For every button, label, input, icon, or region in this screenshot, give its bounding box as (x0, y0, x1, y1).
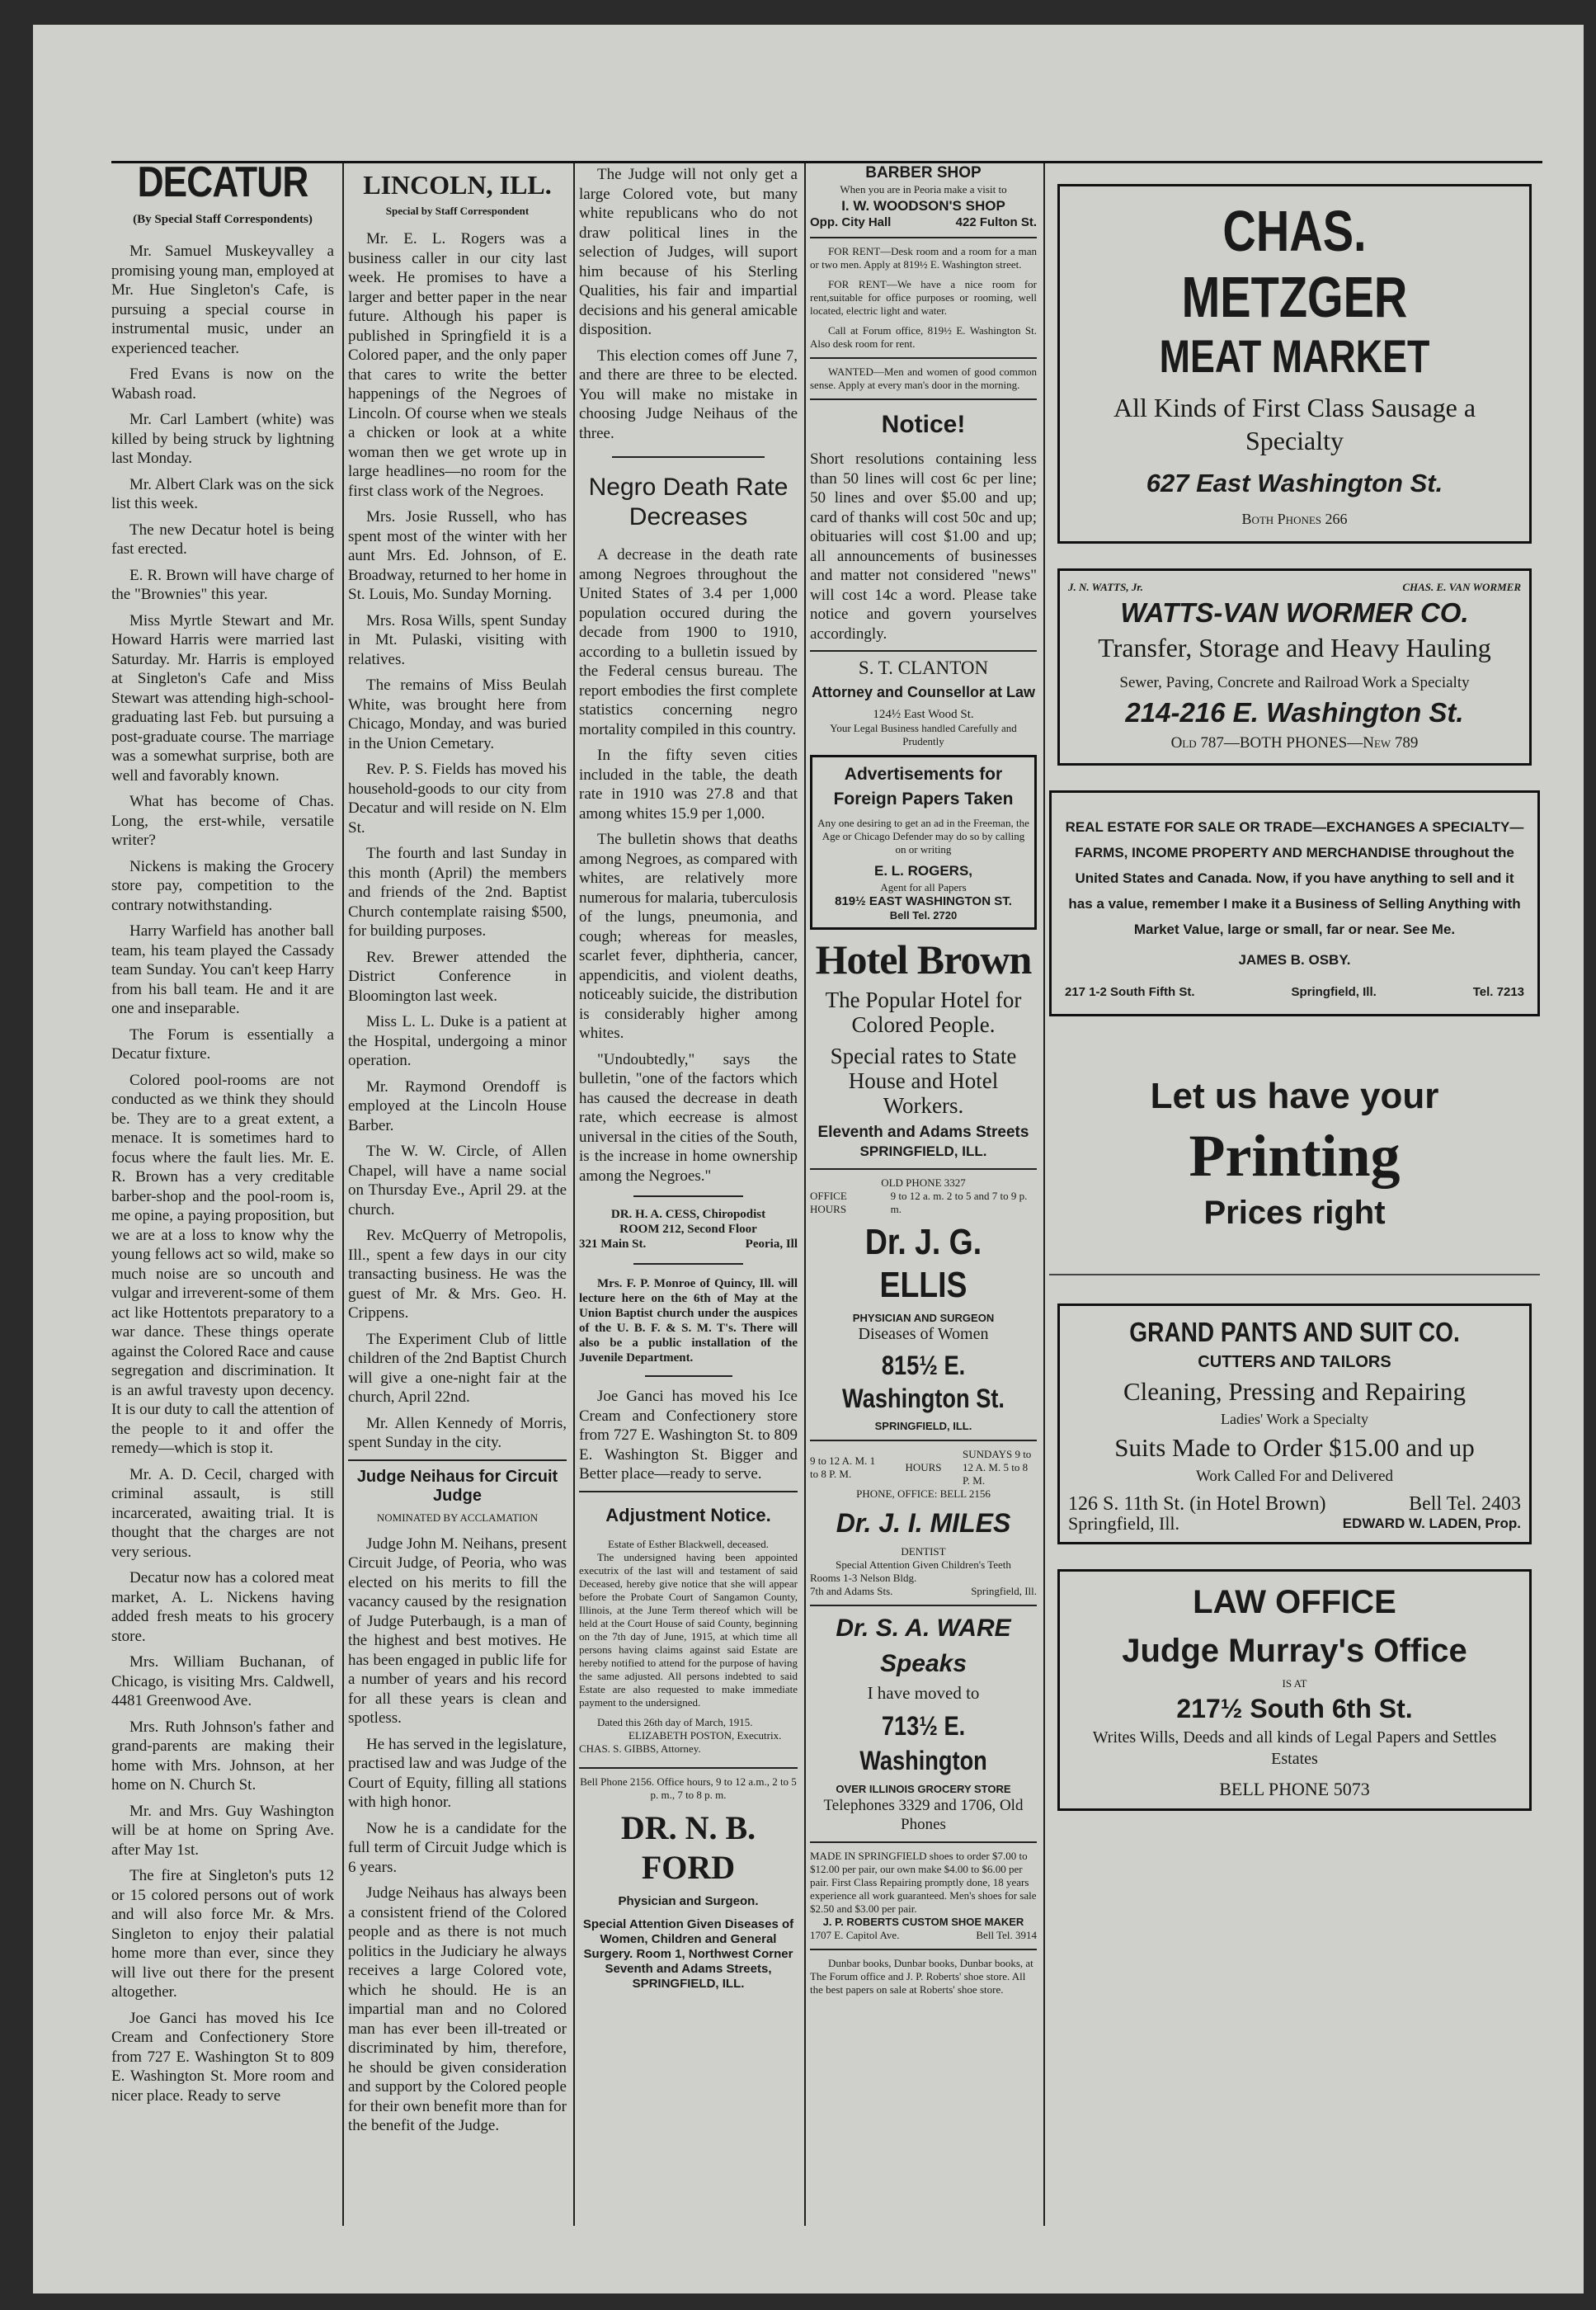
barber-address: 422 Fulton St. (955, 215, 1037, 229)
law-name: Judge Murray's Office (1122, 1632, 1467, 1669)
ware-speaks: Speaks (879, 1650, 967, 1677)
for-rent-2: FOR RENT—We have a nice room for rent,suitable for office purposes or rooming, well located, electric light and water. (810, 278, 1037, 317)
miles-address: 7th and Adams Sts. (810, 1585, 893, 1597)
for-rent-3: Call at Forum office, 819½ E. Washington St. Also desk room for rent. (810, 324, 1037, 350)
osby-ad (1049, 790, 1540, 1016)
pants-ad (1057, 1304, 1532, 1544)
printing-line1: Let us have your (1150, 1075, 1439, 1116)
shoe-body: MADE IN SPRINGFIELD shoes to order $7.00 to $12.00 per pair, our own make $4.00 to $6.00 per pair. First Class Repairing promptly done, 18 years experience all work guaranteed. Men's shoes for sale $2.50 and $3.00 per pair. (810, 1849, 1037, 1915)
decatur-column (111, 153, 334, 2112)
death-rate-title: Negro Death Rate Decreases (588, 474, 789, 530)
shoe-name: J. P. ROBERTS CUSTOM SHOE MAKER (822, 1915, 1024, 1928)
decatur-paragraph: Mr. Albert Clark was on the sick list this week. (111, 475, 334, 512)
ware-phones: Telephones 3329 and 1706, Old Phones (823, 1796, 1024, 1833)
metzger-phones: Both Phones 266 (1241, 511, 1348, 527)
barber-visit: When you are in Peoria make a visit to (840, 182, 1007, 196)
metzger-subtitle: MEAT MARKET (1159, 330, 1430, 382)
lincoln-paragraph: The W. W. Circle, of Allen Chapel, will have a name social on Thursday Eve., April 29. at the church. (348, 1143, 567, 1219)
middle-column (579, 165, 798, 1992)
ganci-notice: Joe Ganci has moved his Ice Cream and Confectionery store from 727 E. Washington St. to 809 E. Washington St. Bigger and Better place—ready to serve. (579, 1388, 798, 1483)
law-title: LAW OFFICE (1193, 1583, 1396, 1620)
ware-address: 713½ E. Washington (859, 1710, 987, 1775)
pants-desc: Cleaning, Pressing and Repairing (1123, 1376, 1466, 1406)
ware-moved: I have moved to (867, 1683, 980, 1703)
column-divider (1043, 163, 1045, 2226)
column-divider (573, 163, 575, 2226)
hotel-streets: Eleventh and Adams Streets (817, 1123, 1029, 1141)
cess-street: 321 Main St. (579, 1238, 647, 1251)
lincoln-paragraph: Mr. Allen Kennedy of Morris, spent Sunday in the city. (348, 1414, 567, 1451)
lincoln-paragraph: Mr. Raymond Orendoff is employed at the Lincoln House Barber. (348, 1077, 567, 1134)
ellis-address: 815½ E. Washington St. (842, 1351, 1005, 1413)
ford-name: DR. N. B. FORD (620, 1809, 756, 1886)
ellis-title: PHYSICIAN AND SURGEON (852, 1311, 995, 1324)
lincoln-byline: Special by Staff Correspondent (385, 205, 530, 217)
watts-address: 214-216 E. Washington St. (1125, 697, 1464, 728)
barber-title: BARBER SHOP (865, 164, 982, 182)
judge-paragraph: This election comes off June 7, and there are three to be elected. You will make no mistake in choosing Judge Neihaus of the three. (579, 346, 798, 442)
adjustment-executrix: ELIZABETH POSTON, Executrix. (629, 1729, 782, 1742)
lincoln-paragraph: Rev. Brewer attended the District Conference in Bloomington last week. (348, 948, 567, 1005)
ford-city: SPRINGFIELD, ILL. (632, 1977, 745, 1991)
neihaus-title: Judge Neihaus for Circuit Judge (356, 1467, 558, 1505)
display-ads-column (1049, 163, 1540, 1811)
notice-body: Short resolutions containing less than 50 lines will cost 6c per line; 50 lines and over $5.00 and up; card of thanks will cost 50c and up; obituaries will cost $1.00 and up; all announcements of businesses and matter not considered "news" will cost 14c a word. Please take notice and govern yourselves accordingly. (810, 450, 1037, 643)
wanted-ad: WANTED—Men and women of good common sense. Apply at every man's door in the morning. (810, 365, 1037, 391)
lincoln-column (348, 165, 567, 2143)
ads-column (810, 163, 1037, 1996)
miles-rooms: Rooms 1-3 Nelson Bldg. (810, 1572, 917, 1584)
lincoln-paragraph: Mrs. Josie Russell, who has spent most of the winter with her aunt Mrs. Ed. Johnson, of E. Broadway, returned to her home in St. Louis, Mo. Sunday Morning. (348, 508, 567, 603)
pants-address: 126 S. 11th St. (in Hotel Brown) (1068, 1492, 1326, 1515)
decatur-paragraph: Joe Ganci has moved his Ice Cream and Confectionery Store from 727 E. Washington St to 809 E. Washington St. More room and nicer place. Ready to serve (111, 2009, 334, 2105)
decatur-paragraph: What has become of Chas. Long, the erst-while, versatile writer? (111, 793, 334, 849)
metzger-desc: All Kinds of First Class Sausage a Specialty (1113, 393, 1476, 455)
watts-name: WATTS-VAN WORMER CO. (1120, 596, 1469, 628)
foreign-agent: Agent for all Papers (880, 880, 967, 893)
foreign-title: Advertisements for Foreign Papers Taken (833, 765, 1014, 808)
hotel-name: Hotel Brown (815, 936, 1032, 983)
clanton-title: Attorney and Counsellor at Law (811, 683, 1036, 700)
decatur-title: DECATUR (137, 158, 308, 206)
decatur-paragraph: The new Decatur hotel is being fast erected. (111, 521, 334, 558)
pants-proprietor: EDWARD W. LADEN, Prop. (1342, 1516, 1521, 1531)
death-rate-article (579, 545, 798, 1186)
cess-city: Peoria, Ill (745, 1238, 798, 1251)
ellis-hours-label: OFFICE HOURS (810, 1189, 847, 1215)
ellis-phone: OLD PHONE 3327 (881, 1176, 966, 1189)
pants-work: Work Called For and Delivered (1195, 1468, 1394, 1485)
lincoln-paragraph: The remains of Miss Beulah White, was brought here from Chicago, Monday, and was buried in the Union Cemetary. (348, 676, 567, 752)
shoe-address: 1707 E. Capitol Ave. (810, 1928, 900, 1941)
foreign-address: 819½ EAST WASHINGTON ST. (835, 893, 1012, 908)
pants-subtitle: CUTTERS AND TAILORS (1198, 1352, 1391, 1371)
decatur-paragraph: Miss Myrtle Stewart and Mr. Howard Harris were married last Saturday. Mr. Harris is employed at Singleton's Cafe and Miss Stewart was attending high-school-graduating last Feb. but pursuing a post-graduate course. The marriage was a somewhat surprise, both are well and favorably known. (111, 611, 334, 785)
osby-name: JAMES B. OSBY. (1238, 951, 1351, 968)
notice-title: Notice! (881, 411, 966, 438)
hotel-subtitle: The Popular Hotel for Colored People. (825, 987, 1022, 1037)
lincoln-paragraph: Rev. McQuerry of Metropolis, Ill., spent a few days in our city transacting business. He was the guest of Mr. & Mrs. Geo. H. Crippens. (348, 1227, 567, 1322)
cess-room: ROOM 212, Second Floor (619, 1223, 757, 1236)
miles-specialty: Special Attention Given Children's Teeth (836, 1558, 1011, 1571)
foreign-name: E. L. ROGERS, (873, 863, 973, 879)
lincoln-paragraph: Rev. P. S. Fields has moved his household-goods to our city from Decatur and will reside on N. Elm St. (348, 761, 567, 837)
judge-paragraph: The Judge will not only get a large Colored vote, but many white republicans who do not draw political lines in the selection of Judges, will suport him because of his Sterling Qualities, his fair and impartial decisions and his general amicable disposition. (579, 166, 798, 338)
pants-city: Springfield, Ill. (1068, 1513, 1180, 1534)
miles-hours-weekday: 9 to 12 A. M. 1 to 8 P. M. (810, 1454, 876, 1480)
adjustment-title: Adjustment Notice. (605, 1504, 771, 1525)
barber-location: Opp. City Hall (810, 215, 892, 229)
barber-name: I. W. WOODSON'S SHOP (841, 197, 1005, 214)
ford-title: Physician and Surgeon. (618, 1894, 759, 1908)
newspaper-page (33, 25, 1584, 2294)
adjustment-estate: Estate of Esther Blackwell, deceased. (608, 1538, 769, 1550)
death-rate-paragraph: "Undoubtedly," says the bulletin, "one of the factors which has caused the decrease in death rate, which eecrease is almost universal in the cities of the South, is the increase in home ownership among the Negroes." (579, 1050, 798, 1185)
foreign-papers-ad (810, 755, 1037, 930)
lincoln-articles (348, 229, 567, 1453)
printing-line3: Prices right (1203, 1194, 1386, 1231)
pants-name: GRAND PANTS AND SUIT CO. (1129, 1316, 1460, 1347)
neihaus-paragraph: He has served in the legislature, practised law and was Judge of the Court of Equity, filling all stations with high honor. (348, 1735, 567, 1811)
cess-ad (579, 1207, 798, 1252)
miles-city: Springfield, Ill. (971, 1585, 1037, 1597)
decatur-byline: (By Special Staff Correspondents) (133, 213, 313, 226)
miles-hours-sunday: SUNDAYS 9 to 12 A. M. 5 to 8 P. M. (962, 1448, 1032, 1487)
ellis-specialty: Diseases of Women (858, 1324, 989, 1343)
pants-suits: Suits Made to Order $15.00 and up (1114, 1433, 1475, 1462)
osby-city: Springfield, Ill. (1291, 985, 1377, 999)
neihaus-article (348, 1534, 567, 2136)
pants-tel: Bell Tel. 2403 (1409, 1492, 1521, 1515)
watts-phones: Old 787—BOTH PHONES—New 789 (1170, 734, 1419, 752)
metzger-address: 627 East Washington St. (1146, 469, 1443, 497)
law-address: 217½ South 6th St. (1176, 1693, 1413, 1723)
decatur-paragraph: Fred Evans is now on the Wabash road. (111, 365, 334, 403)
law-is-at: IS AT (1282, 1676, 1307, 1690)
watts-left: J. N. WATTS, Jr. (1068, 580, 1143, 593)
lincoln-paragraph: Mr. E. L. Rogers was a business caller in our city last week. He promises to have a larger and better paper in the near future. Although his paper is published in Springfield it is a Colored paper, and the only paper that cares to write the better happenings of the Negroes of Lincoln. Of course when we steals a chicken or look at a white woman then we get wrote up in large headlines—no room for the first class work of the Negroes. (348, 230, 567, 500)
decatur-paragraph: Colored pool-rooms are not conducted as we think they should be. They are to a great extent, a menace. It is sometimes hard to focus where the fault lies. Mr. E. R. Brown has a very creditable barber-shop and the pool-room is, me opine, a paying proposition, but we are at a loss to know why the young fellows act so wild, make so much noise are so uncouth and vulgar and irreverent-some of them act like Hottentots preparatory to a war dance. These things operate against the Colored Race and cause segregation and discrimination. It is an awful travesty upon decency. It is our duty to call the attention of the people to it and offer the remedy—which is stop it. (111, 1071, 334, 1457)
metzger-ad (1057, 184, 1532, 544)
shoe-tel: Bell Tel. 3914 (976, 1928, 1037, 1941)
decatur-paragraph: Mrs. William Buchanan, of Chicago, is visiting Mrs. Caldwell, 4481 Greenwood Ave. (111, 1653, 334, 1709)
ford-body: Special Attention Given Diseases of Women, Children and General Surgery. Room 1, Northwest Corner Seventh and Adams Streets, (582, 1917, 794, 1976)
ware-name: Dr. S. A. WARE (836, 1615, 1011, 1642)
column-divider (342, 163, 344, 2226)
decatur-paragraph: Decatur now has a colored meat market, A. L. Nickens having added fresh meats to his grocery store. (111, 1569, 334, 1645)
osby-body: REAL ESTATE FOR SALE OR TRADE—EXCHANGES A SPECIALTY—FARMS, INCOME PROPERTY AND MERCHANDISE throughout the United States and Canada. Now, if you have anything to sell and it has a value, remember I make it a Business of Selling Anything with Market Value, large or small, far or near. See Me. (1065, 818, 1524, 937)
osby-tel: Tel. 7213 (1472, 985, 1524, 999)
dunbar-ad: Dunbar books, Dunbar books, Dunbar books, at The Forum office and J. P. Roberts' shoe store. All the best papers on sale at Roberts' shoe store. (810, 1956, 1033, 1996)
miles-title: DENTIST (901, 1545, 946, 1558)
foreign-body: Any one desiring to get an ad in the Freeman, the Age or Chicago Defender may do so by calling on or writing (817, 817, 1029, 856)
adjustment-dated: Dated this 26th day of March, 1915. (597, 1716, 753, 1728)
decatur-paragraph: Mr. A. D. Cecil, charged with criminal assault, is still incarcerated, awaiting trial. It is thought that the charges are not very serious. (111, 1465, 334, 1561)
hotel-rates: Special rates to State House and Hotel Workers. (830, 1043, 1017, 1118)
judge-continued (579, 165, 798, 443)
neihaus-subtitle: NOMINATED BY ACCLAMATION (376, 1511, 539, 1524)
cess-name: DR. H. A. CESS, Chiropodist (610, 1208, 766, 1221)
clanton-note: Your Legal Business handled Carefully and Prudently (830, 722, 1017, 747)
ellis-city: SPRINGFIELD, ILL. (874, 1420, 972, 1432)
decatur-paragraph: Mr. Carl Lambert (white) was killed by being struck by lightning last Monday. (111, 411, 334, 467)
neihaus-paragraph: Now he is a candidate for the full term of Circuit Judge which is 6 years. (348, 1819, 567, 1876)
watts-desc: Transfer, Storage and Heavy Hauling (1098, 632, 1491, 662)
decatur-paragraph: The Forum is essentially a Decatur fixture. (111, 1025, 334, 1063)
ware-over: OVER ILLINOIS GROCERY STORE (836, 1782, 1011, 1795)
printing-ad (1049, 1041, 1540, 1275)
law-office-ad (1057, 1569, 1532, 1812)
lincoln-paragraph: Mrs. Rosa Wills, spent Sunday in Mt. Pulaski, visiting with relatives. (348, 611, 567, 668)
printing-line2: Printing (1189, 1122, 1401, 1189)
decatur-paragraph: Mr. and Mrs. Guy Washington will be at home on Spring Ave. after May 1st. (111, 1802, 334, 1859)
miles-phone: PHONE, OFFICE: BELL 2156 (856, 1487, 991, 1500)
miles-name: Dr. J. I. MILES (836, 1508, 1011, 1538)
miles-hours-label: HOURS (905, 1461, 942, 1473)
pants-ladies: Ladies' Work a Specialty (1221, 1410, 1368, 1427)
watts-right: CHAS. E. VAN WORMER (1402, 580, 1521, 593)
clanton-name: S. T. CLANTON (858, 658, 989, 678)
watts-subtitle: Sewer, Paving, Concrete and Railroad Work a Specialty (1119, 673, 1470, 691)
ford-hours: Bell Phone 2156. Office hours, 9 to 12 a.m., 2 to 5 p. m., 7 to 8 p. m. (580, 1775, 797, 1801)
hotel-city: SPRINGFIELD, ILL. (859, 1143, 987, 1159)
death-rate-paragraph: The bulletin shows that deaths among Negroes, as compared with whites, are relatively more numerous for malaria, tuberculosis of the lungs, pneumonia, and cough; whereas for measles, scarlet fever, diphtheria, cancer, appendicitis, and violent deaths, noticeably suicide, the distribution is considerably higher among whites. (579, 831, 798, 1042)
law-desc: Writes Wills, Deeds and all kinds of Legal Papers and Settles Estates (1092, 1728, 1497, 1768)
lincoln-title: LINCOLN, ILL. (363, 170, 552, 200)
ellis-hours: 9 to 12 a. m. 2 to 5 and 7 to 9 p. m. (890, 1189, 1028, 1215)
lincoln-paragraph: The fourth and last Sunday in this month (April) the members and friends of the 2nd. Baptist Church contemplate raising $500, for building purposes. (348, 845, 567, 940)
for-rent-1: FOR RENT—Desk room and a room for a man or two men. Apply at 819½ E. Washington street. (810, 245, 1037, 271)
decatur-articles (111, 242, 334, 2105)
decatur-paragraph: Mrs. Ruth Johnson's father and grand-parents are making their home with Mrs. Johnson, at her home on N. Church St. (111, 1718, 334, 1794)
decatur-paragraph: The fire at Singleton's puts 12 or 15 colored persons out of work and will also force Mr. & Mrs. Singleton to enjoy their palatial home more than ever, since they will live out there for the present altogether. (111, 1867, 334, 2001)
death-rate-paragraph: A decrease in the death rate among Negroes throughout the United States of 3.4 per 1,000 population occured during the decade from 1900 to 1910, according to a bulletin issued by the Federal census bureau. The report embodies the first complete statistics concerning negro mortality compiled in this country. (579, 546, 798, 738)
lincoln-paragraph: The Experiment Club of little children of the 2nd Baptist Church will give a one-night fair at the church, April 22nd. (348, 1330, 567, 1406)
metzger-name: CHAS. METZGER (1181, 199, 1408, 329)
law-phone: BELL PHONE 5073 (1219, 1778, 1370, 1799)
decatur-paragraph: Harry Warfield has another ball team, his team played the Cassady team Sunday. You can't keep Harry from his ball team. He and it are one and inseparable. (111, 922, 334, 1017)
death-rate-paragraph: In the fifty seven cities included in the table, the death rate in 1910 was 27.8 and that among whites 15.9 per 1,000. (579, 747, 798, 823)
monroe-notice: Mrs. F. P. Monroe of Quincy, Ill. will lecture here on the 6th of May at the Union Baptist church under the auspices of the U. B. F. & S. M. T's. There will also be a public installation of the Juvenile Department. (579, 1277, 798, 1365)
lincoln-paragraph: Miss L. L. Duke is a patient at the Hospital, undergoing a minor operation. (348, 1013, 567, 1069)
decatur-paragraph: Mr. Samuel Muskeyvalley a promising young man, employed at Mr. Hue Singleton's Cafe, is pursuing a special course in instrumental music, under an experienced teacher. (111, 243, 334, 357)
decatur-paragraph: E. R. Brown will have charge of the "Brownies" this year. (111, 566, 334, 603)
ellis-name: Dr. J. G. ELLIS (864, 1221, 982, 1305)
osby-address: 217 1-2 South Fifth St. (1065, 985, 1195, 999)
neihaus-paragraph: Judge Neihaus has always been a consistent friend of the Colored people and as there is not much politics in the Judiciary he always receives a large Colored vote, which he should. He is an impartial man and no Colored man has ever been ill-treated or discriminated by him, therefore, he should be given consideration and support by the Colored people for their own benefit more than for the benefit of the Judge. (348, 1884, 567, 2134)
neihaus-paragraph: Judge John M. Neihans, present Circuit Judge, of Peoria, who was elected on his merits to fill the vacancy caused by the resignation of Judge Puterbaugh, is a man of the highest and best motives. He has been engaged in public life for a number of years and his record for all these years is clean and spotless. (348, 1534, 567, 1727)
watts-ad (1057, 568, 1532, 766)
clanton-address: 124½ East Wood St. (873, 708, 974, 721)
column-divider (804, 163, 806, 2226)
foreign-tel: Bell Tel. 2720 (889, 908, 958, 922)
decatur-paragraph: Nickens is making the Grocery store pay, competition to the contrary notwithstanding. (111, 857, 334, 914)
adjustment-body: The undersigned having been appointed executrix of the last will and testament of said Deceased, hereby give notice that she will appear before the Probate Court of Sangamon County, Illinois, at the June Term thereof which will be held at the Court House of said County, beginning on the 7th day of June, 1915, at which time all persons having claims against said Estate are hereby notified to attend for the purpose of having the same adjusted. All persons indebted to said Estate are also requested to make immediate payment to the undersigned. (579, 1551, 798, 1709)
adjustment-attorney: CHAS. S. GIBBS, Attorney. (579, 1742, 701, 1755)
